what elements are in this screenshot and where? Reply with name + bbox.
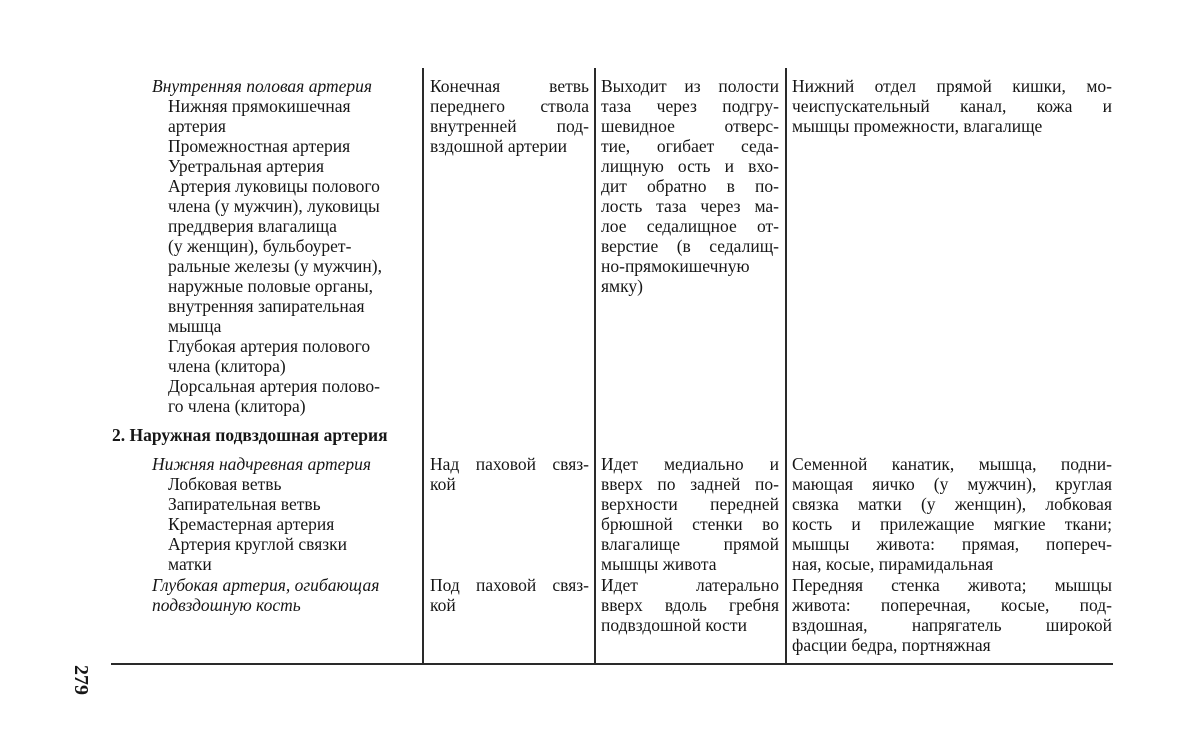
branch-name: ральные железы (у мужчин),: [168, 256, 382, 276]
origin-line: Над паховой связ-: [430, 454, 589, 474]
branch-name: Запирательная ветвь: [168, 494, 321, 514]
region-line: фасции бедра, портняжная: [792, 635, 991, 655]
course-line: Выходит из полости: [601, 76, 779, 96]
branch-name: преддверия влагалища: [168, 216, 337, 236]
region-line: Нижний отдел прямой кишки, мо-: [792, 76, 1112, 96]
course-line: подвздошной кости: [601, 615, 747, 635]
region-line: связка матки (у женщин), лобковая: [792, 494, 1112, 514]
row-1-course-cell: [601, 76, 779, 296]
region-line: ная, косые, пирамидальная: [792, 554, 994, 574]
course-line: ямку): [601, 276, 643, 296]
course-line: брюшной стенки во: [601, 514, 779, 534]
branch-name: го члена (клитора): [168, 396, 306, 416]
region-line: кость и прилежащие мягкие ткани;: [792, 514, 1112, 534]
row-2-origin-cell: [430, 454, 589, 494]
branch-name: Дорсальная артерия полово-: [168, 376, 380, 396]
branch-name: члена (клитора): [168, 356, 286, 376]
region-line: мающая яичко (у мужчин), круглая: [792, 474, 1112, 494]
row-2-name-cell: [152, 454, 420, 574]
branch-name: члена (у мужчин), луковицы: [168, 196, 380, 216]
region-line: мышцы промежности, влагалище: [792, 116, 1043, 136]
row-2-region-cell: [792, 454, 1112, 574]
course-line: Идет медиально и: [601, 454, 779, 474]
row-3-name-cell: [152, 575, 420, 615]
branch-name: мышца: [168, 316, 222, 336]
table-bottom-rule: [111, 663, 1113, 665]
branch-name: Артерия круглой связки: [168, 534, 348, 554]
branch-name: Уретральная артерия: [168, 156, 325, 176]
course-line: лое седалищное от-: [601, 216, 779, 236]
course-line: мышцы живота: [601, 554, 717, 574]
row-1-region-cell: [792, 76, 1112, 136]
branch-name: наружные половые органы,: [168, 276, 374, 296]
origin-line: кой: [430, 595, 456, 615]
course-line: тие, огибает седа-: [601, 136, 779, 156]
section-heading: 2. Наружная подвздошная артерия: [112, 425, 388, 445]
artery-name-primary: Внутренняя половая артерия: [152, 76, 373, 96]
origin-line: внутренней под-: [430, 116, 589, 136]
course-line: верстие (в седалищ-: [601, 236, 779, 256]
origin-line: переднего ствола: [430, 96, 589, 116]
artery-name-primary: Нижняя надчревная артерия: [152, 454, 371, 474]
branch-name: Артерия луковицы полового: [168, 176, 380, 196]
branch-name: артерия: [168, 116, 226, 136]
row-3-course-cell: [601, 575, 779, 635]
course-line: вверх вдоль гребня: [601, 595, 779, 615]
branch-name: Нижняя прямокишечная: [168, 96, 351, 116]
course-line: лость таза через ма-: [601, 196, 779, 216]
region-line: чеиспускательный канал, кожа и: [792, 96, 1112, 116]
course-line: шевидное отверс-: [601, 116, 779, 136]
artery-name-primary: подвздошную кость: [152, 595, 301, 615]
branch-name: (у женщин), бульбоурет-: [168, 236, 352, 256]
branch-name: Промежностная артерия: [168, 136, 351, 156]
column-divider-2: [594, 68, 596, 664]
origin-line: кой: [430, 474, 456, 494]
column-divider-1: [422, 68, 424, 664]
origin-line: Конечная ветвь: [430, 76, 589, 96]
column-divider-3: [785, 68, 787, 664]
branch-name: матки: [168, 554, 212, 574]
course-line: но-прямокишечную: [601, 256, 750, 276]
course-line: Идет латерально: [601, 575, 779, 595]
region-line: Семенной канатик, мышца, подни-: [792, 454, 1112, 474]
origin-line: Под паховой связ-: [430, 575, 589, 595]
row-1-origin-cell: [430, 76, 589, 156]
branch-name: Кремастерная артерия: [168, 514, 335, 534]
region-line: мышцы живота: прямая, попереч-: [792, 534, 1112, 554]
branch-name: внутренняя запирательная: [168, 296, 365, 316]
course-line: лищную ость и вхо-: [601, 156, 779, 176]
region-line: живота: поперечная, косые, под-: [792, 595, 1112, 615]
branch-name: Глубокая артерия полового: [168, 336, 371, 356]
origin-line: вздошной артерии: [430, 136, 568, 156]
course-line: верхности передней: [601, 494, 779, 514]
page-number: 279: [70, 665, 92, 695]
row-3-origin-cell: [430, 575, 589, 615]
region-line: вздошная, напрягатель широкой: [792, 615, 1112, 635]
artery-name-primary: Глубокая артерия, огибающая: [152, 575, 380, 595]
row-3-region-cell: [792, 575, 1112, 655]
course-line: вверх по задней по-: [601, 474, 779, 494]
branch-name: Лобковая ветвь: [168, 474, 282, 494]
region-line: Передняя стенка живота; мышцы: [792, 575, 1112, 595]
row-2-course-cell: [601, 454, 779, 574]
course-line: дит обратно в по-: [601, 176, 779, 196]
course-line: влагалище прямой: [601, 534, 779, 554]
row-1-name-cell: [152, 76, 420, 416]
course-line: таза через подгру-: [601, 96, 779, 116]
